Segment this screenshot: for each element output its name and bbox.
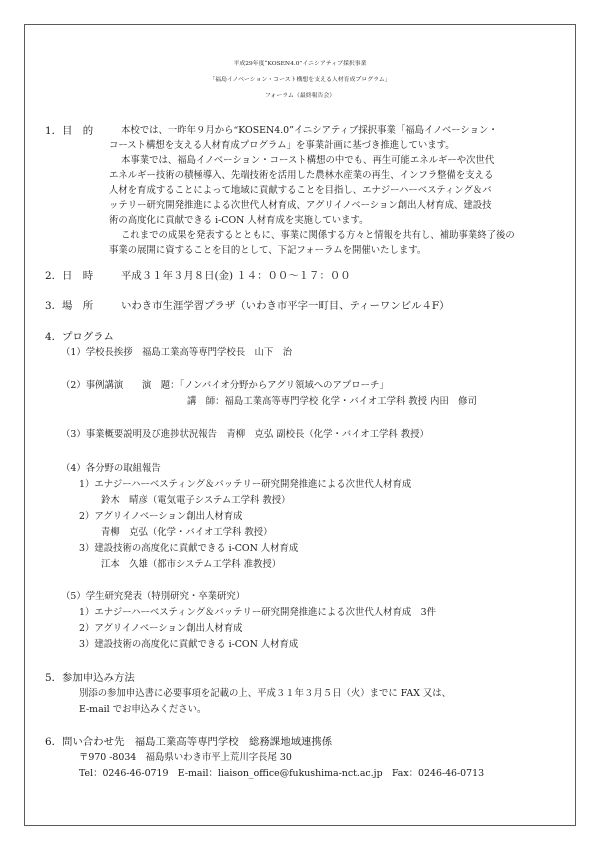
document-page [24, 24, 576, 826]
program-subitem: 3）建設技術の高度化に貢献できる i-CON 人材育成 [79, 639, 299, 650]
application-heading: 5．参加申込み方法 [45, 672, 135, 684]
program-speaker: 江本 久雄（都市システム工学科 准教授） [101, 559, 282, 570]
program-speaker: 鈴木 晴彦（電気電子システム工学科 教授） [101, 495, 291, 506]
venue-value: いわき市生涯学習プラザ（いわき市平字一町目、ティーワンビル４F） [121, 300, 450, 312]
program-subitem: 3）建設技術の高度化に貢献できる i-CON 人材育成 [79, 543, 299, 554]
purpose-line: これまでの成果を発表するとともに、事業に関係する方々と情報を共有し、補助事業終了後の [121, 230, 515, 241]
purpose-line: 本事業では、福島イノベーション・コースト構想の中でも、再生可能エネルギーや次世代 [121, 155, 495, 166]
program-item: （2）事例講演 演 題：「ノンバイオ分野からアグリ領域へのアプローチ」 [61, 380, 389, 391]
application-line: 別添の参加申込書に必要事項を記載の上、平成３１年３月５日（火）までに FAX 又は、 [79, 688, 451, 699]
purpose-line: 本校では、一昨年９月から“KOSEN4.0”イニシアティブ採択事業「福島イノベーション・ [121, 125, 498, 136]
purpose-line: 事業の展開に資することを目的として、下記フォーラムを開催いたします。 [109, 245, 427, 256]
title-line-2: 「福島イノベーション・コースト構想を支える人材育成プログラム」 [209, 77, 391, 83]
datetime-heading: 2．日 時 [45, 270, 94, 282]
program-subitem: 2）アグリイノベーション創出人材育成 [79, 511, 243, 522]
program-subitem: 2）アグリイノベーション創出人材育成 [79, 623, 243, 634]
program-item: （3）事業概要説明及び進捗状況報告 青柳 克弘 副校長（化学・バイオ工学科 教授） [61, 429, 429, 440]
purpose-line: 術の高度化に貢献できる i-CON 人材育成を実施しています。 [109, 215, 369, 226]
program-subitem: 1）エナジーハーベスティング＆バッテリー研究開発推進による次世代人材育成 [79, 479, 412, 490]
contact-phones: Tel：0246-46-0719 E-mail：liaison_office@fukushima-nct.ac.jp Fax：0246-46-0713 [79, 768, 485, 779]
datetime-value: 平成３１年３月８日(金) １４：００～１７：００ [121, 270, 351, 282]
application-line: E-mail でお申込みください。 [79, 704, 207, 715]
purpose-heading: 1．目 的 [45, 125, 94, 137]
title-line-3: フォーラム（最終報告会） [264, 93, 336, 99]
purpose-line: 人材を育成することによって地域に貢献することを目指し、エナジーハーベスティング＆バ [109, 185, 492, 196]
program-item: （4）各分野の取組報告 [61, 463, 161, 474]
program-speaker: 青柳 克弘（化学・バイオ工学科 教授） [101, 527, 273, 538]
purpose-line: エネルギー技術の積極導入、先端技術を活用した農林水産業の再生、インフラ整備を支える [109, 170, 494, 181]
purpose-line: ッテリー研究開発推進による次世代人材育成、アグリイノベーション創出人材育成、建設技 [109, 200, 492, 211]
program-item: 講 師：福島工業高等専門学校 化学・バイオ工学科 教授 内田 修司 [187, 396, 477, 407]
contact-heading: 6．問い合わせ先 福島工業高等専門学校 総務課地域連携係 [45, 736, 333, 748]
venue-heading: 3．場 所 [45, 300, 94, 312]
program-heading: 4．プログラム [45, 331, 114, 343]
title-line-1: 平成29年度“KOSEN4.0”イニシアティブ採択事業 [233, 61, 367, 67]
program-subitem: 1）エナジーハーベスティング＆バッテリー研究開発推進による次世代人材育成 3件 [79, 607, 437, 618]
contact-address: 〒970 -8034 福島県いわき市平上荒川字長尾 30 [79, 752, 292, 763]
program-item: （5）学生研究発表（特別研究・卒業研究） [61, 591, 246, 602]
program-item: （1）学校長挨拶 福島工業高等専門学校長 山下 治 [61, 347, 292, 358]
purpose-line: コースト構想を支える人材育成プログラム」を事業計画に基づき推進しています。 [109, 140, 455, 151]
